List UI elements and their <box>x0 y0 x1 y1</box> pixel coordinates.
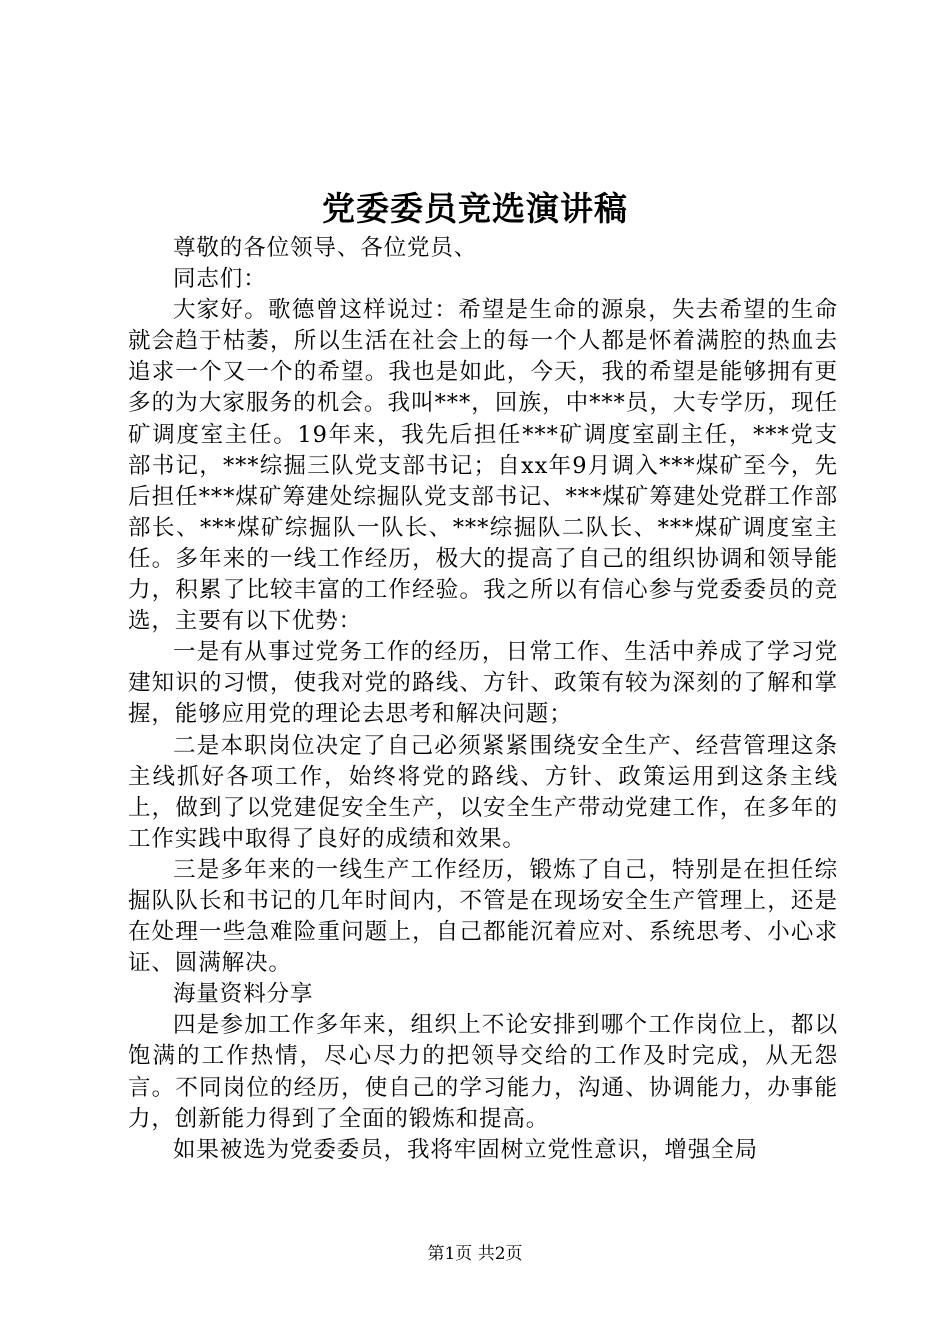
paragraph-advantage-3: 三是多年来的一线生产工作经历，锻炼了自己，特别是在担任综掘队队长和书记的几年时间内，不管是在现场安全生产管理上，还是在处理一些急难险重问题上，自己都能沉着应对、系统思考、小心求证、圆满解决。 <box>128 856 838 977</box>
salutation-line-1: 尊敬的各位领导、各位党员、 <box>173 235 478 261</box>
paragraph-advantage-4: 四是参加工作多年来，组织上不论安排到哪个工作岗位上，都以饱满的工作热情，尽心尽力的把领导交给的工作及时完成，从无怨言。不同岗位的经历，使自己的学习能力，沟通、协调能力，办事能力，创新能力得到了全面的锻炼和提高。 <box>128 1012 838 1132</box>
document-title: 党委委员竞选演讲稿 <box>322 189 628 228</box>
paragraph-intro: 大家好。歌德曾这样说过：希望是生命的源泉，失去希望的生命就会趋于枯萎，所以生活在社会上的每一个人都是怀着满腔的热血去追求一个又一个的希望。我也是如此，今天，我的希望是能够拥有更多的为大家服务的机会。我叫***，回族，中***员，大专学历，现任矿调度室主任。19年来，我先后担任***矿调度室副主任，***党支部书记，***综掘三队党支部书记；自xx年9月调入***煤矿至今，先后担任***煤矿筹建处综掘队党支部书记、***煤矿筹建处党群工作部部长、***煤矿综掘队一队长、***综掘队二队长、***煤矿调度室主任。多年来的一线工作经历，极大的提高了自己的组织协调和领导能力，积累了比较丰富的工作经验。我之所以有信心参与党委委员的竞选，主要有以下优势： <box>128 297 838 635</box>
page-footer: 第1页 共2页 <box>427 1244 523 1264</box>
paragraph-closing: 如果被选为党委委员，我将牢固树立党性意识，增强全局 <box>173 1136 759 1163</box>
salutation-line-2: 同志们： <box>173 266 267 293</box>
paragraph-advantage-2: 二是本职岗位决定了自己必须紧紧围绕安全生产、经营管理这条主线抓好各项工作，始终将党的路线、方针、政策运用到这条主线上，做到了以党建促安全生产，以安全生产带动党建工作，在多年的工作实践中取得了良好的成绩和效果。 <box>128 732 838 852</box>
document-body <box>128 233 838 1166</box>
paragraph-advantage-1: 一是有从事过党务工作的经历，日常工作、生活中养成了学习党建知识的习惯，使我对党的路线、方针、政策有较为深刻的了解和掌握，能够应用党的理论去思考和解决问题； <box>128 639 838 728</box>
paragraph-share-note: 海量资料分享 <box>173 981 314 1008</box>
